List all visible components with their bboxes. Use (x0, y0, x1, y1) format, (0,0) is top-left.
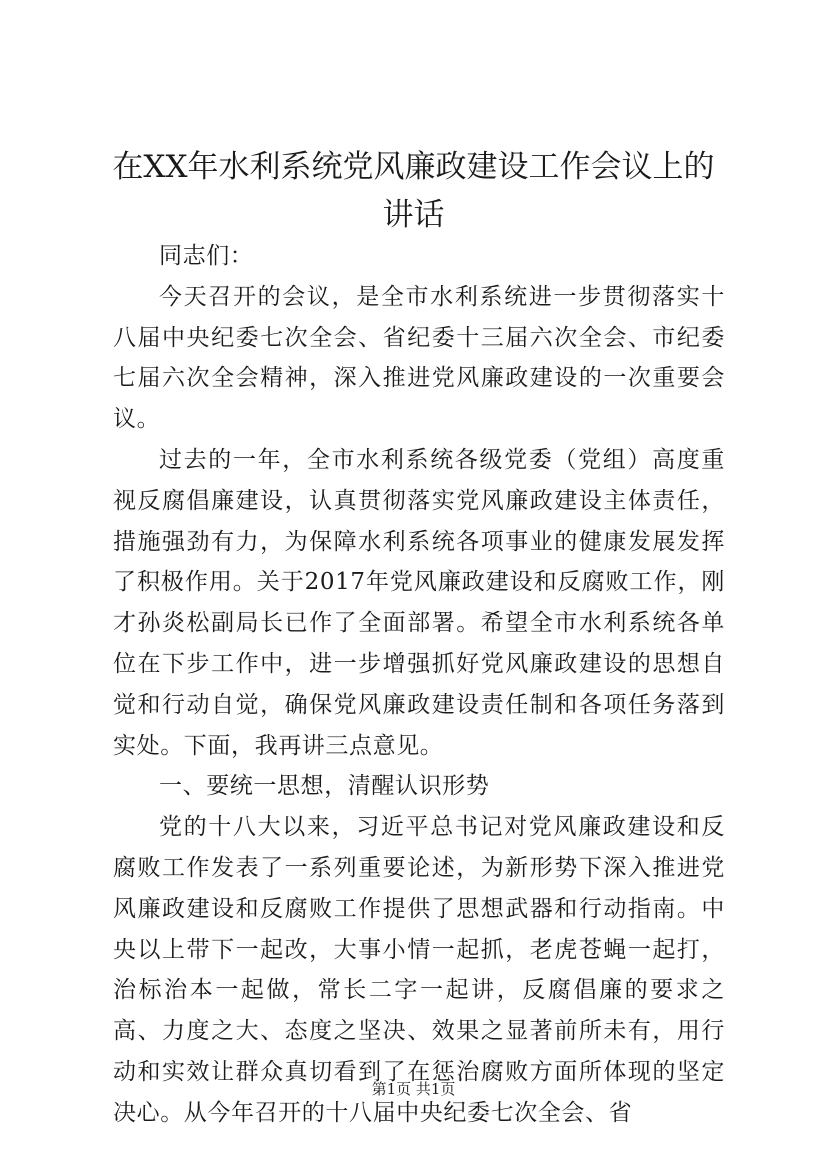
document-title: 在XX年水利系统党风廉政建设工作会议上的讲话 (112, 149, 715, 233)
document-body (113, 236, 725, 1134)
salutation-paragraph: 同志们： (159, 243, 254, 269)
body-paragraph: 今天召开的会议，是全市水利系统进一步贯彻落实十八届中央纪委七次全会、省纪委十三届六次全会、市纪委七届六次全会精神，深入推进党风廉政建设的一次重要会议。 (113, 283, 725, 433)
section-heading: 一、要统一思想，清醒认识形势 (159, 773, 490, 800)
body-paragraph: 过去的一年，全市水利系统各级党委（党组）高度重视反腐倡廉建设，认真贯彻落实党风廉政建设主体责任，措施强劲有力，为保障水利系统各项事业的健康发展发挥了积极作用。关于2017年党风廉政建设和反腐败工作，刚才孙炎松副局长已作了全面部署。希望全市水利系统各单位在下步工作中，进一步增强抓好党风廉政建设的思想自觉和行动自觉，确保党风廉政建设责任制和各项任务落到实处。下面，我再讲三点意见。 (113, 446, 725, 759)
body-paragraph: 党的十八大以来，习近平总书记对党风廉政建设和反腐败工作发表了一系列重要论述，为新形势下深入推进党风廉政建设和反腐败工作提供了思想武器和行动指南。中央以上带下一起改，大事小情一起抓，老虎苍蝇一起打，治标治本一起做，常长二字一起讲，反腐倡廉的要求之高、力度之大、态度之坚决、效果之显著前所未有，用行动和实效让群众真切看到了在惩治腐败方面所体现的坚定决心。从今年召开的十八届中央纪委七次全会、省 (113, 814, 725, 1126)
page-footer: 第1页 共1页 (371, 1080, 456, 1098)
